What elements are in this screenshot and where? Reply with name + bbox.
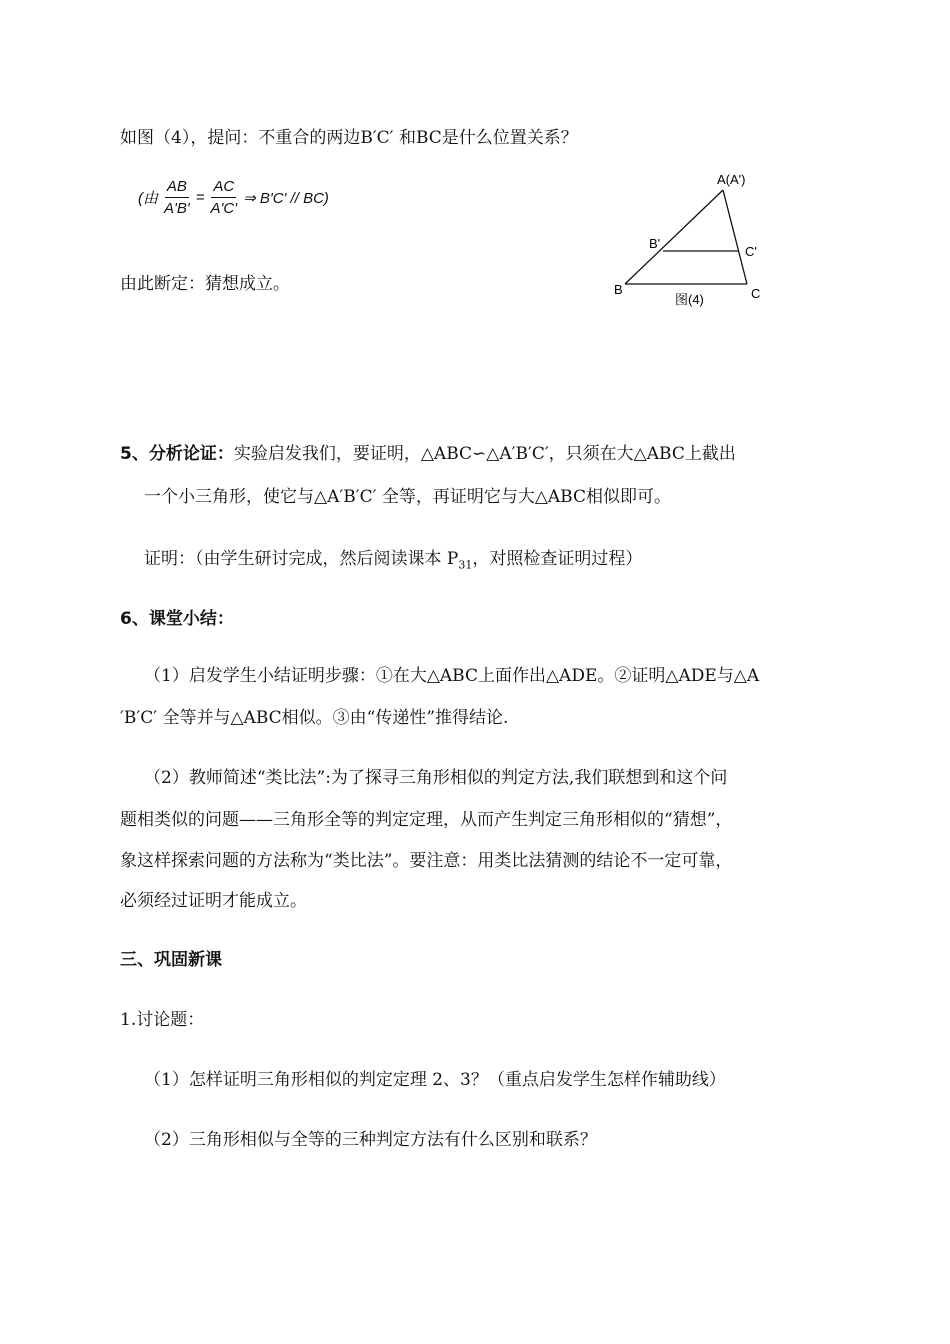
section-5-heading: 5、分析论证：: [120, 444, 234, 464]
section-5-text-2: 一个小三角形，使它与△A′B′C′ 全等，再证明它与大△ABC相似即可。: [144, 487, 671, 507]
summary-p1-line-2: ′B′C′ 全等并与△ABC相似。③由“传递性”推得结论.: [120, 708, 509, 728]
section-3-heading: 三、巩固新课: [120, 950, 222, 970]
fraction-ab-numerator: AB: [165, 178, 189, 198]
fraction-ac: [209, 178, 240, 217]
fraction-ab: [162, 178, 192, 217]
summary-p1-line-1: （1）启发学生小结证明步骤：①在大△ABC上面作出△ADE。②证明△ADE与△A: [144, 666, 760, 686]
discussion-subheading: 1.讨论题：: [120, 1010, 205, 1030]
fraction-ac-denominator: A'C': [210, 200, 238, 217]
fraction-ac-numerator: AC: [211, 178, 236, 198]
section-6-heading: 6、课堂小结：: [120, 609, 234, 629]
summary-p2-line-2: 题相类似的问题——三角形全等的判定定理，从而产生判定三角形相似的“猜想”，: [120, 810, 733, 830]
proof-text-a: 证明：（由学生研讨完成，然后阅读课本 P: [144, 549, 459, 569]
summary-p2-line-4: 必须经过证明才能成立。: [120, 891, 307, 911]
label-b: B: [614, 282, 623, 297]
side-ac: [723, 190, 747, 284]
section-5-text-1: 实验启发我们，要证明，△ABC∽△A′B′C′，只须在大△ABC上截出: [233, 444, 736, 464]
proof-text-b: ，对照检查证明过程）: [472, 549, 643, 569]
figure-caption: 图(4): [675, 292, 704, 307]
label-b-prime: B': [649, 236, 661, 251]
proof-line: [144, 547, 642, 577]
implies-parallel: ⇒ B'C' // BC): [243, 189, 329, 207]
proof-page-subscript: 31: [458, 558, 473, 572]
parallel-formula: [138, 178, 329, 217]
label-a: A(A'): [717, 172, 746, 187]
discussion-question-2: （2）三角形相似与全等的三种判定方法有什么区别和联系？: [144, 1130, 597, 1150]
formula-open: (由: [138, 190, 158, 207]
summary-p2-line-1: （2）教师简述“类比法”:为了探寻三角形相似的判定方法,我们联想到和这个问: [144, 768, 728, 788]
triangle-figure-4: [605, 168, 775, 318]
side-ab: [625, 190, 723, 284]
label-c-prime: C': [745, 244, 757, 259]
label-c: C: [751, 286, 761, 301]
section-5-line-1: [120, 442, 736, 466]
fraction-ab-denominator: A'B': [164, 200, 190, 217]
equals-sign: =: [195, 189, 205, 206]
summary-p2-line-3: 象这样探索问题的方法称为“类比法”。要注意：用类比法猜测的结论不一定可靠，: [120, 851, 733, 871]
discussion-question-1: （1）怎样证明三角形相似的判定定理 2、3？（重点启发学生怎样作辅助线）: [144, 1070, 726, 1090]
question-text: 如图（4），提问：不重合的两边B′C′ 和BC是什么位置关系？: [120, 128, 578, 148]
conclusion-text: 由此断定：猜想成立。: [120, 274, 290, 294]
